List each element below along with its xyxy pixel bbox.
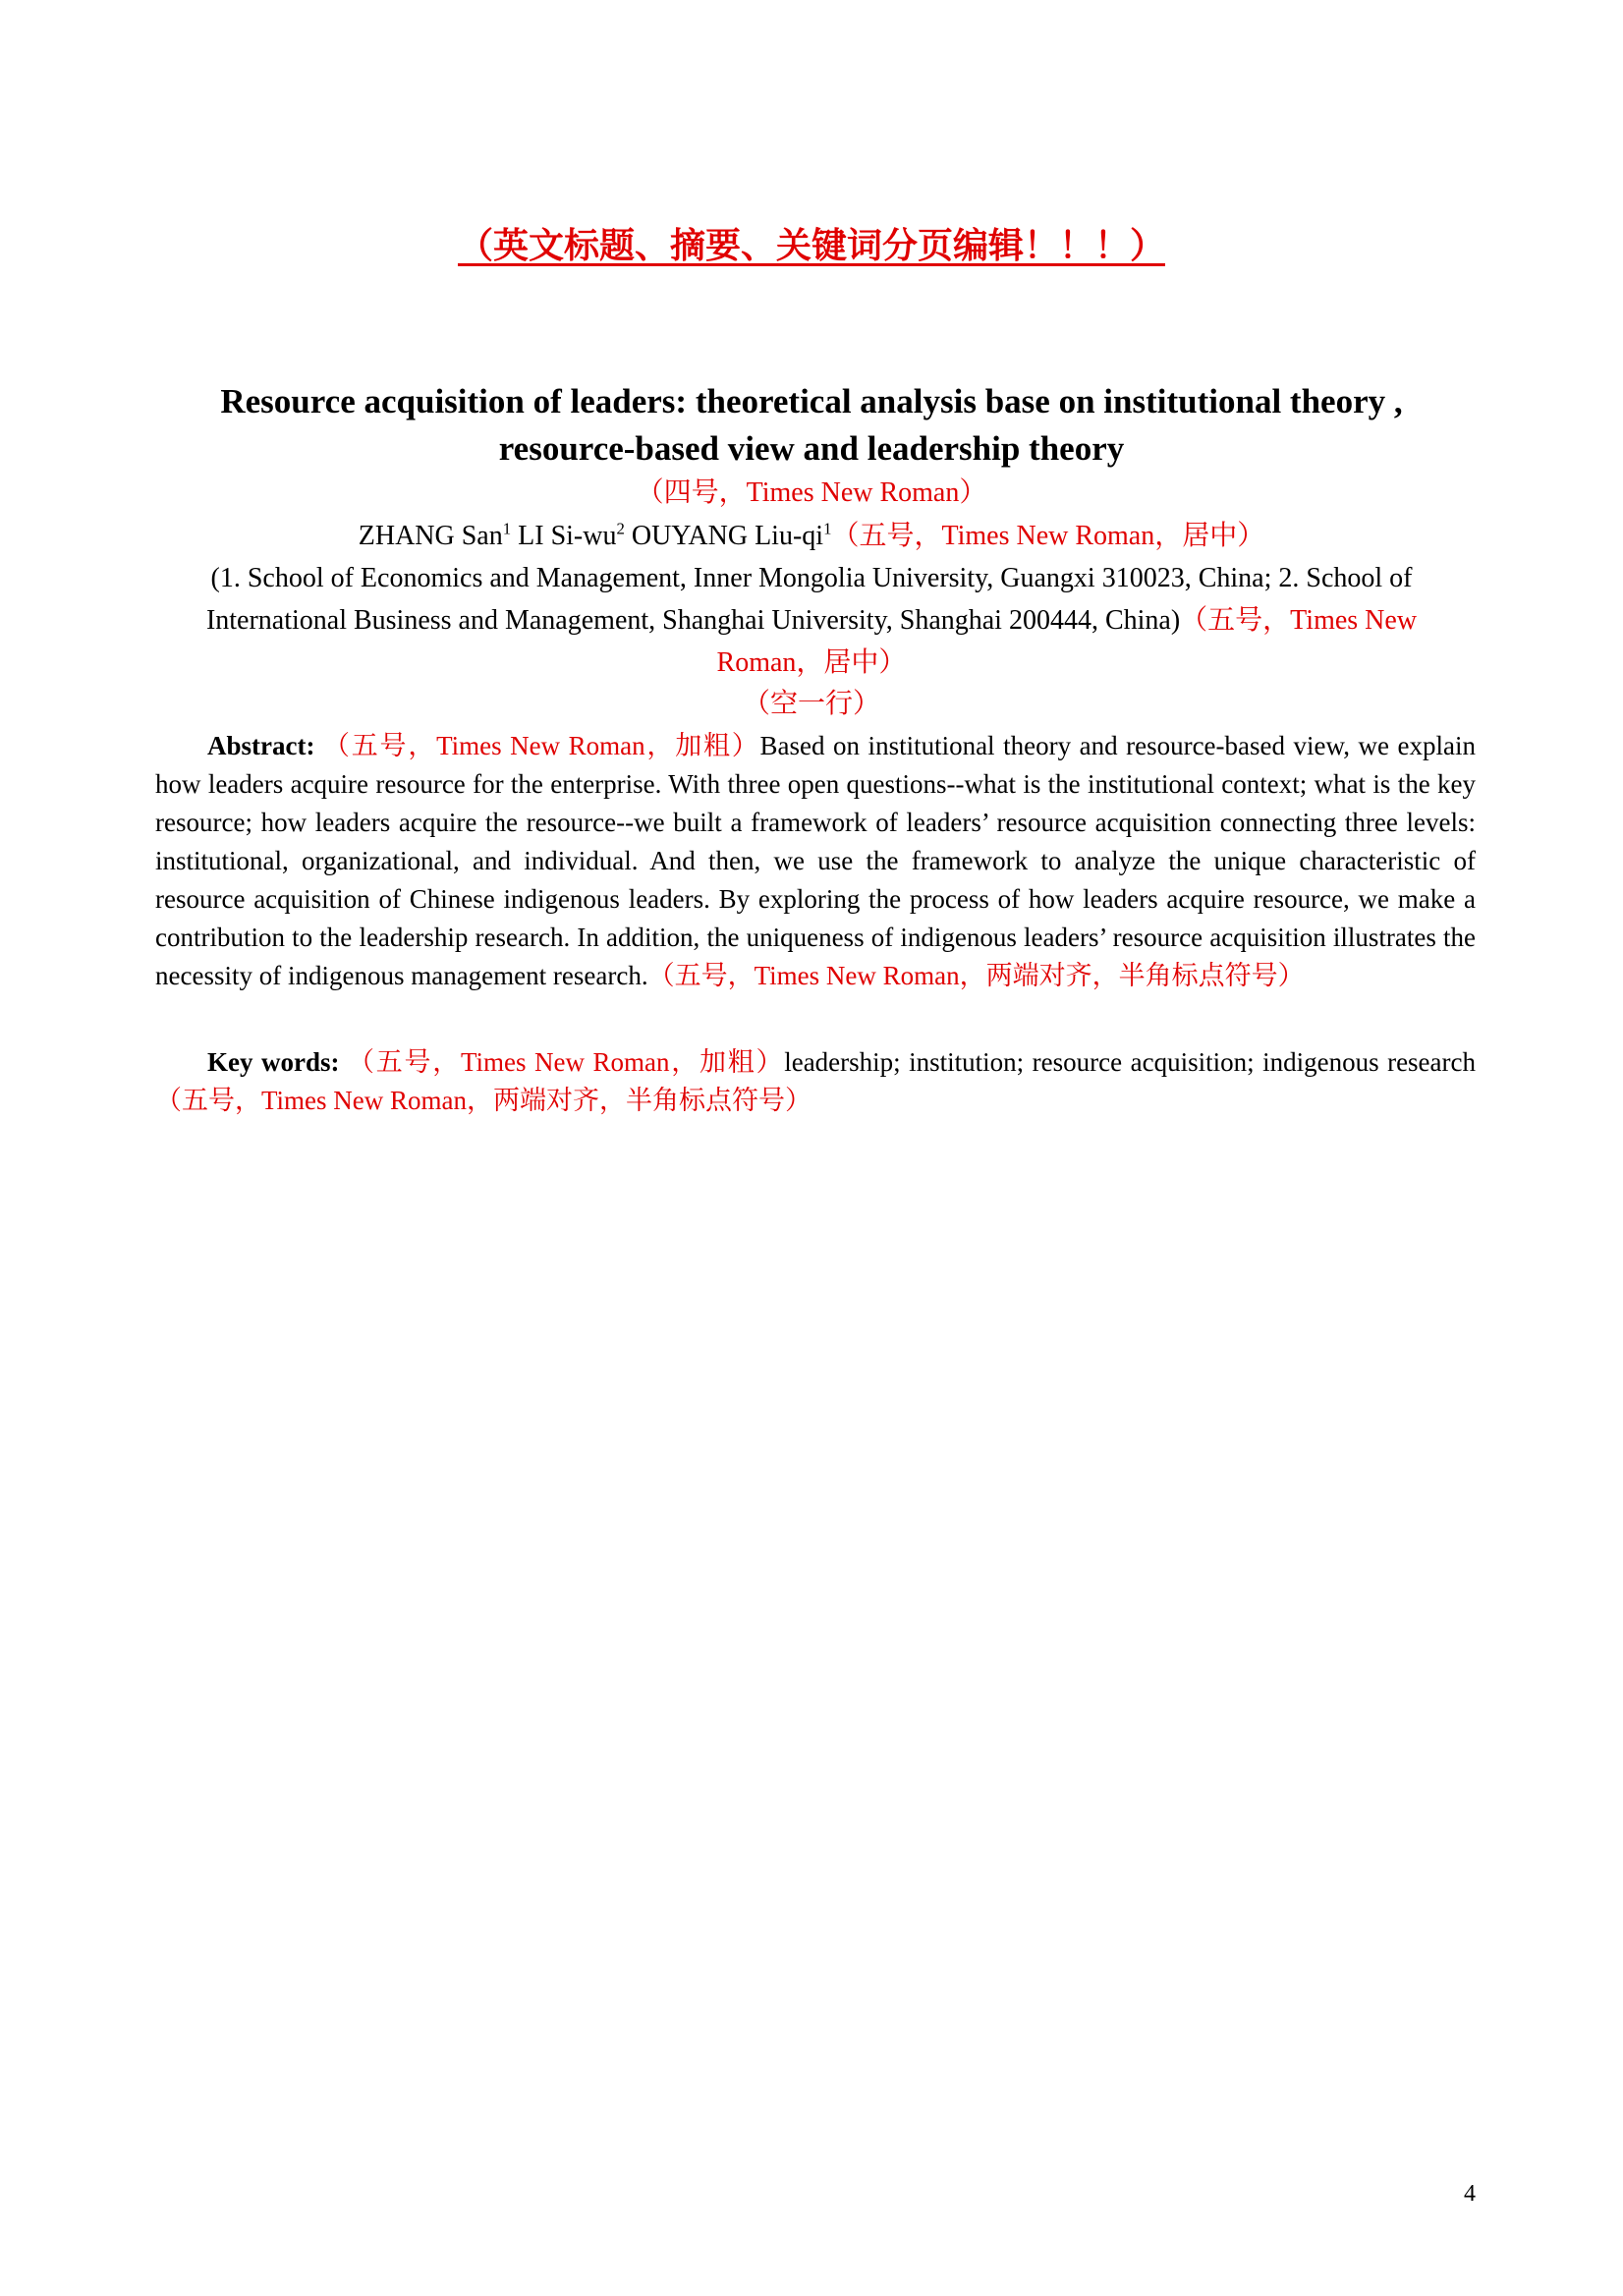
abstract-label-format-note: （五号，Times New Roman，加粗） xyxy=(323,731,760,760)
keywords-paragraph xyxy=(155,1043,1476,1120)
keywords-label: Key words: xyxy=(207,1047,348,1077)
author-affiliation-mark: 1 xyxy=(823,519,832,538)
abstract-format-note: （五号，Times New Roman，两端对齐，半角标点符号） xyxy=(647,961,1305,990)
author-name: LI Si-wu xyxy=(511,521,617,551)
author-affiliation-mark: 2 xyxy=(616,519,625,538)
author-affiliation-mark: 1 xyxy=(502,519,512,538)
keywords-label-format-note: （五号，Times New Roman，加粗） xyxy=(347,1047,785,1077)
page-number: 4 xyxy=(1464,2181,1476,2207)
paper-title xyxy=(147,378,1476,473)
keywords-text: leadership; institution; resource acquisition; indigenous research xyxy=(784,1047,1476,1077)
author-name: OUYANG Liu-qi xyxy=(624,521,824,551)
abstract-paragraph xyxy=(155,727,1476,995)
keywords-format-note: （五号，Times New Roman，两端对齐，半角标点符号） xyxy=(155,1086,812,1115)
formatting-notice-text: （英文标题、摘要、关键词分页编辑！！！） xyxy=(457,226,1165,265)
author-name: ZHANG San xyxy=(358,521,503,551)
blank-line-note: （空一行） xyxy=(742,689,880,719)
affiliation-format-note: （五号，Times New Roman，居中） xyxy=(716,605,1418,678)
abstract-text: Based on institutional theory and resource-based view, we explain how leaders acquire resource for the enterprise. With three open questions--what is the institutional context; what is the key resource; how leaders acquire the resource--we built a framework of leaders’ resource acquisition connecting three levels: institutional, organizational, and individual. And then, we use the framework to analyze the unique characteristic of resource acquisition of Chinese indigenous leaders. By exploring the process of how leaders acquire resource, we make a contribution to the leadership research. In addition, the uniqueness of indigenous leaders’ resource acquisition illustrates the necessity of indigenous management research. xyxy=(155,731,1477,990)
formatting-notice xyxy=(0,218,1623,268)
paper-title-line2: resource-based view and leadership theory xyxy=(498,429,1125,468)
title-format-note: （四号，Times New Roman） xyxy=(636,477,987,508)
affiliation-text: (1. School of Economics and Management, Inner Mongolia University, Guangxi 310023, China; 2. School of International Business and Management, Shanghai University, Shanghai 200444, China) xyxy=(205,563,1413,636)
affiliation-block xyxy=(162,557,1461,684)
abstract-label: Abstract: xyxy=(207,731,323,760)
author-line xyxy=(147,515,1476,557)
author-format-note: （五号，Times New Roman，居中） xyxy=(831,521,1265,551)
paper-title-line1: Resource acquisition of leaders: theoretical analysis base on institutional theory , xyxy=(220,382,1403,420)
